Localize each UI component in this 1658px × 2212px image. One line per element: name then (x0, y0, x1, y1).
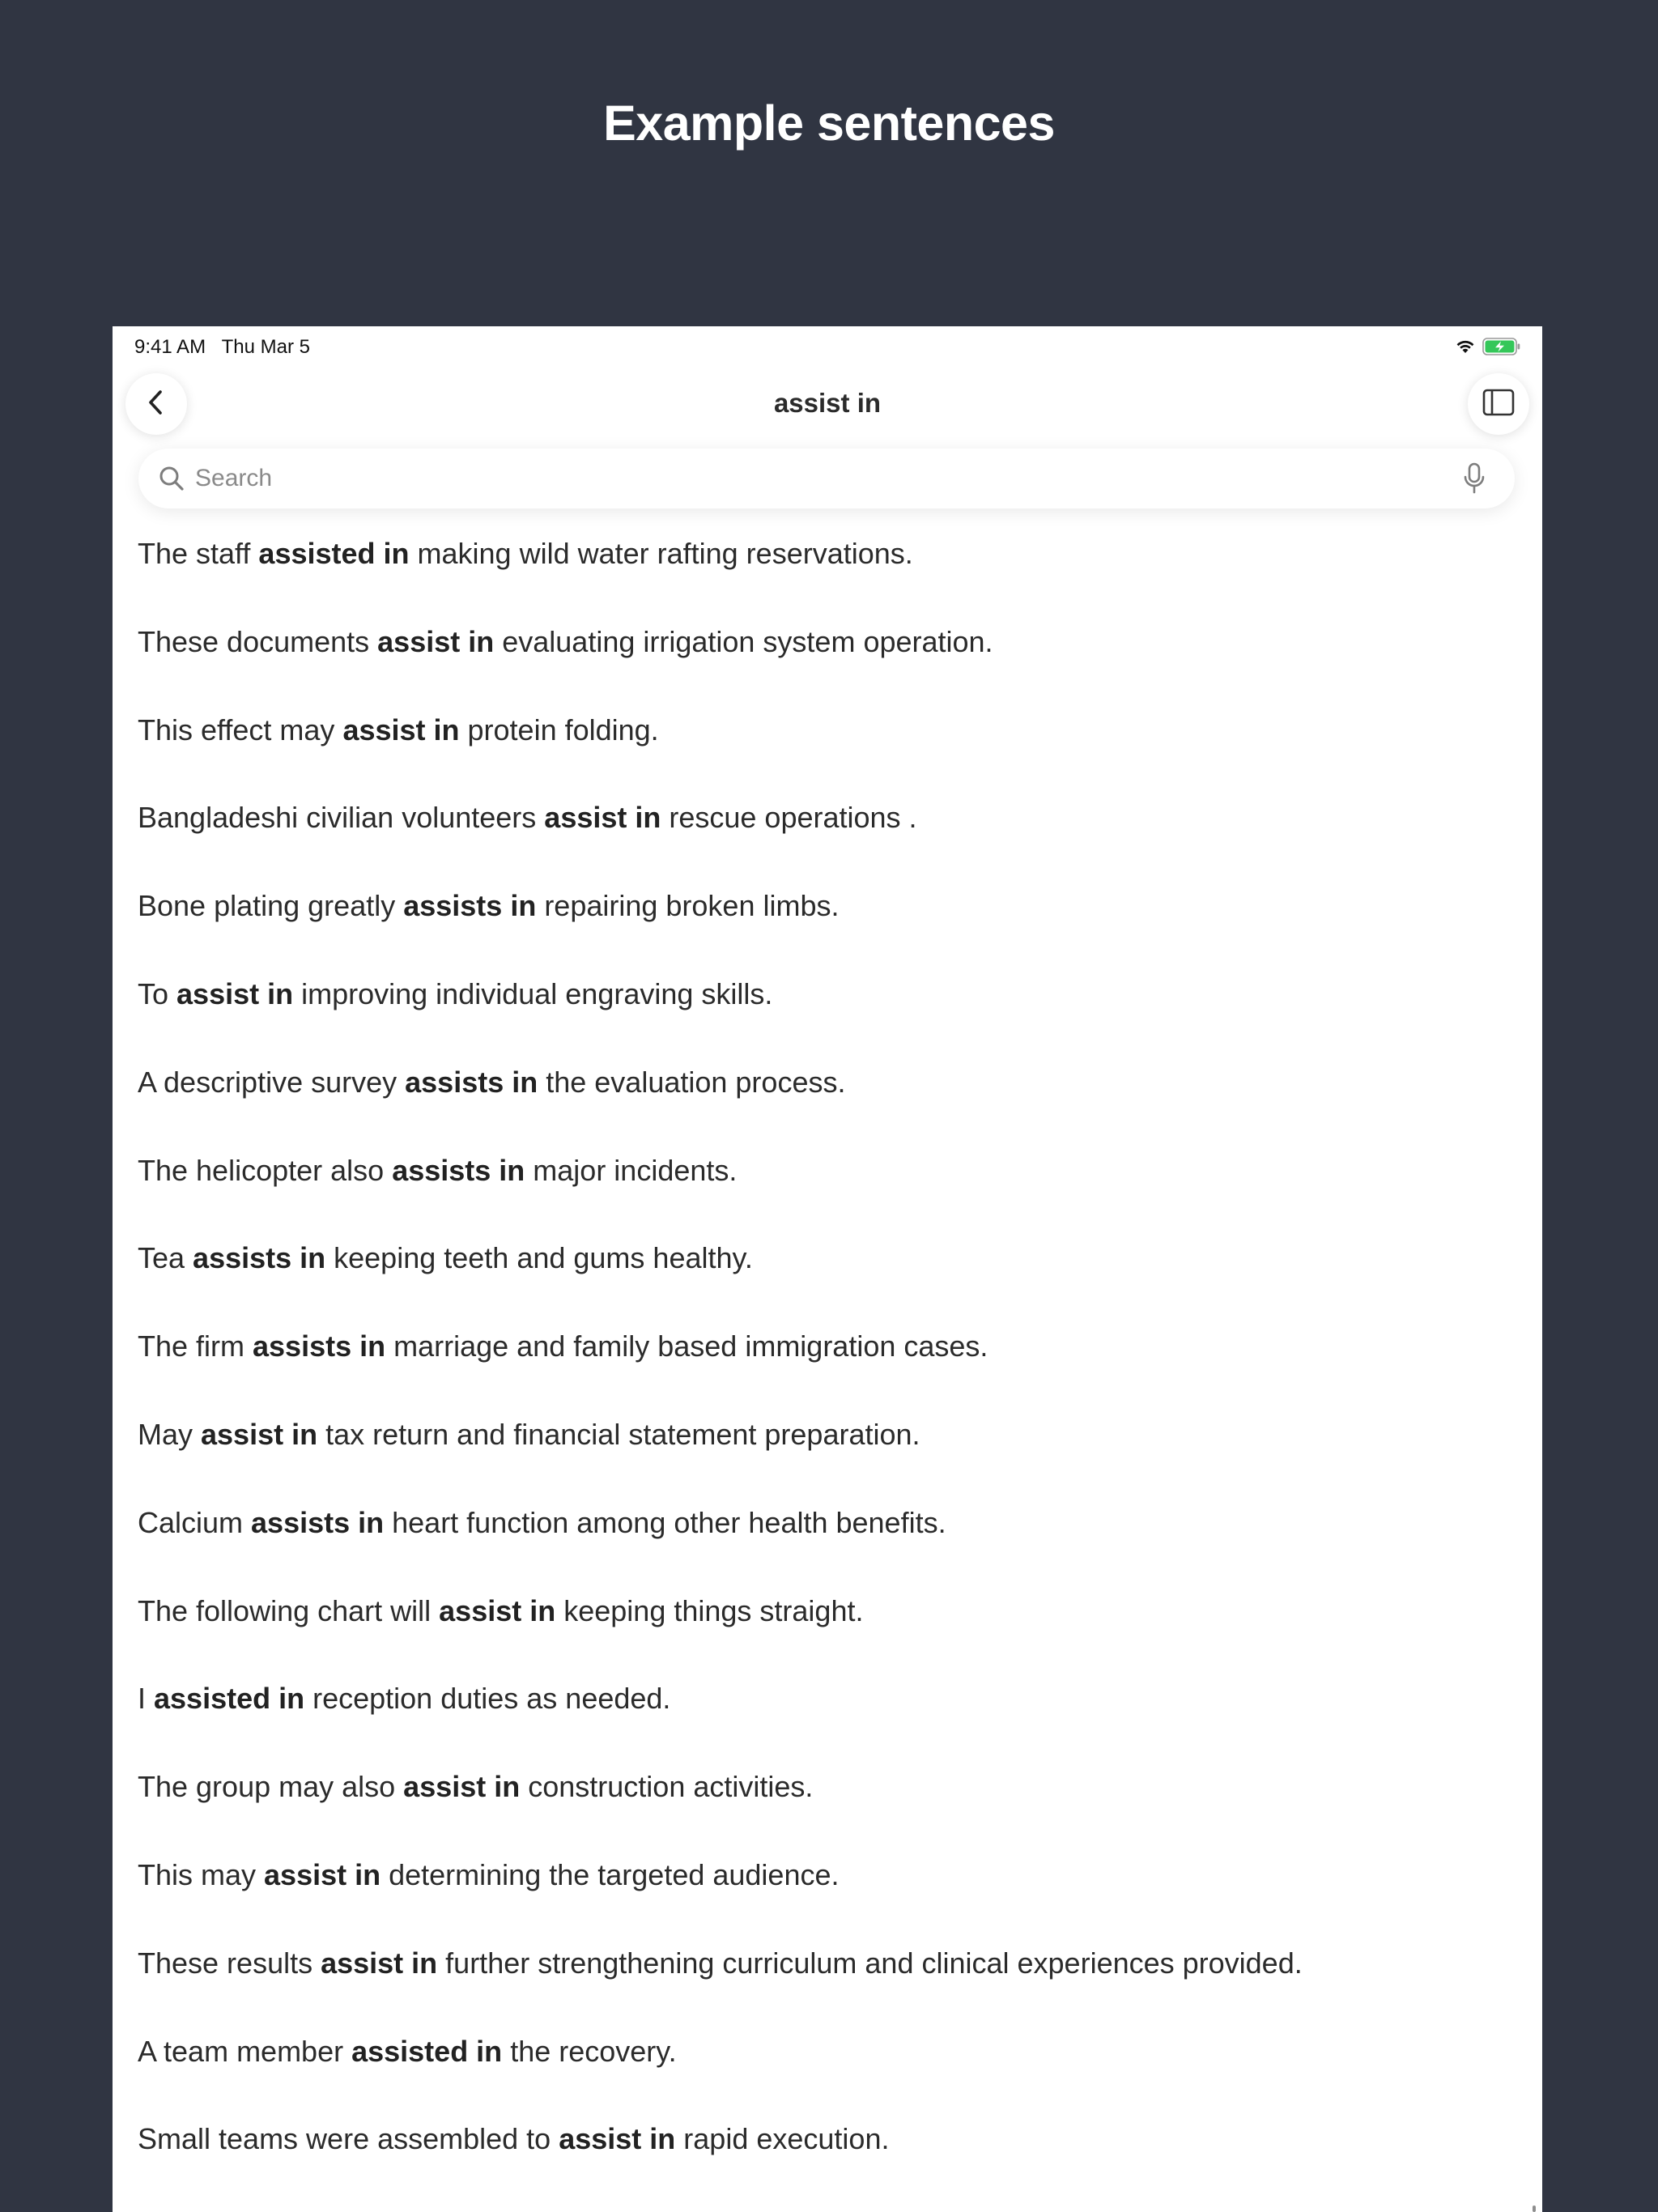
promo-headline: Example sentences (603, 96, 1055, 151)
sentence-text-after: repairing broken limbs. (536, 889, 840, 923)
example-sentence[interactable] (138, 2116, 1530, 2205)
status-bar (113, 326, 1542, 372)
example-sentence[interactable] (138, 1941, 1530, 2029)
example-sentence[interactable] (138, 1148, 1530, 1236)
highlighted-phrase: assist in (264, 1857, 381, 1891)
sentence-text-after: further strengthening curriculum and clinical experiences provided. (437, 1946, 1303, 1980)
scroll-indicator[interactable] (1533, 2206, 1536, 2212)
sentence-text-before: A descriptive survey (138, 1065, 406, 1099)
example-sentence[interactable] (138, 1676, 1530, 1764)
sentence-text-after: keeping things straight. (555, 1593, 864, 1627)
sentence-text-before: The helicopter also (138, 1153, 393, 1187)
page-title: assist in (773, 388, 882, 418)
device-screen (113, 326, 1542, 2212)
sentence-text-before: The group may also (138, 1770, 404, 1804)
highlighted-phrase: assisted in (258, 537, 410, 570)
sentence-text-before: This effect may (138, 713, 343, 747)
highlighted-phrase: assists in (251, 1505, 385, 1539)
sentence-text-before: I (138, 1682, 155, 1716)
example-sentence[interactable] (138, 619, 1530, 708)
example-sentence[interactable] (138, 1324, 1530, 1412)
sentence-text-after: making wild water rafting reservations. (409, 537, 913, 570)
status-time-date (134, 336, 310, 359)
example-sentence[interactable] (138, 1500, 1530, 1589)
sentence-text-before: The following chart will (138, 1593, 440, 1627)
highlighted-phrase: assists in (253, 1329, 386, 1363)
sentence-text-before: May (138, 1417, 202, 1451)
sentence-text-after: rapid execution. (675, 2122, 890, 2156)
example-sentence[interactable] (138, 1412, 1530, 1500)
status-date: Thu Mar 5 (221, 336, 311, 358)
highlighted-phrase: assist in (403, 1770, 521, 1804)
highlighted-phrase: assists in (392, 1153, 525, 1187)
sentence-text-before: These documents (138, 624, 378, 658)
sentence-text-before: Bangladeshi civilian volunteers (138, 801, 545, 835)
example-sentence[interactable] (138, 1589, 1530, 1677)
highlighted-phrase: assists in (193, 1241, 326, 1275)
highlighted-phrase: assists in (405, 1065, 538, 1099)
sentence-text-before: The staff (138, 537, 259, 570)
sentence-text-before: To (138, 976, 177, 1010)
sentence-text-after: marriage and family based immigration cases. (385, 1329, 988, 1363)
sentence-text-after: the evaluation process. (538, 1065, 846, 1099)
sentence-text-before: Bone plating greatly (138, 889, 404, 923)
example-sentence[interactable] (138, 1764, 1530, 1853)
example-sentence[interactable] (138, 883, 1530, 972)
sentence-text-after: major incidents. (525, 1153, 738, 1187)
example-sentence[interactable] (138, 531, 1530, 619)
sentence-text-before: Tea (138, 1241, 193, 1275)
sentence-text-after: the recovery. (502, 2034, 677, 2068)
microphone-icon[interactable] (1463, 462, 1486, 499)
sentence-text-after: reception duties as needed. (304, 1682, 671, 1716)
example-sentence[interactable] (138, 795, 1530, 883)
highlighted-phrase: assist in (176, 976, 294, 1010)
example-sentence[interactable] (138, 972, 1530, 1060)
example-sentence[interactable] (138, 1060, 1530, 1148)
status-time: 9:41 AM (134, 336, 206, 358)
example-sentence[interactable] (138, 708, 1530, 796)
sentence-text-before: Small teams were assembled to (138, 2122, 559, 2156)
sentence-text-before: The firm (138, 1329, 253, 1363)
example-sentence[interactable] (138, 2029, 1530, 2117)
sentence-text-after: tax return and financial statement preparation. (317, 1417, 920, 1451)
sentence-text-after: heart function among other health benefits. (384, 1505, 946, 1539)
sentence-text-after: rescue operations . (661, 801, 917, 835)
wifi-icon (1455, 338, 1476, 359)
sidebar-toggle-button[interactable] (1468, 373, 1529, 435)
highlighted-phrase: assist in (544, 801, 661, 835)
sentence-text-before: This may (138, 1857, 265, 1891)
sentence-text-before: Calcium (138, 1505, 252, 1539)
highlighted-phrase: assist in (342, 713, 460, 747)
highlighted-phrase: assists in (403, 889, 537, 923)
highlighted-phrase: assist in (559, 2122, 676, 2156)
sentence-text-after: evaluating irrigation system operation. (494, 624, 993, 658)
highlighted-phrase: assist in (439, 1593, 556, 1627)
highlighted-phrase: assisted in (154, 1682, 305, 1716)
battery-charging-icon (1482, 338, 1521, 359)
example-sentence[interactable] (138, 1236, 1530, 1324)
highlighted-phrase: assisted in (351, 2034, 503, 2068)
search-bar[interactable] (138, 449, 1515, 508)
example-sentence[interactable] (138, 1853, 1530, 1941)
highlighted-phrase: assist in (201, 1417, 318, 1451)
sidebar-icon (1482, 389, 1515, 420)
highlighted-phrase: assist in (321, 1946, 438, 1980)
highlighted-phrase: assist in (377, 624, 495, 658)
sentence-text-before: A team member (138, 2034, 352, 2068)
sentence-list (138, 531, 1530, 2205)
navigation-bar (113, 372, 1542, 440)
status-icons (1455, 338, 1521, 359)
sentence-text-after: protein folding. (459, 713, 659, 747)
sentence-text-after: improving individual engraving skills. (293, 976, 773, 1010)
sentence-text-before: These results (138, 1946, 321, 1980)
search-icon (158, 465, 185, 496)
sentence-text-after: keeping teeth and gums healthy. (325, 1241, 753, 1275)
search-input[interactable] (195, 460, 1442, 497)
sentence-text-after: determining the targeted audience. (380, 1857, 840, 1891)
sentence-text-after: construction activities. (520, 1770, 814, 1804)
